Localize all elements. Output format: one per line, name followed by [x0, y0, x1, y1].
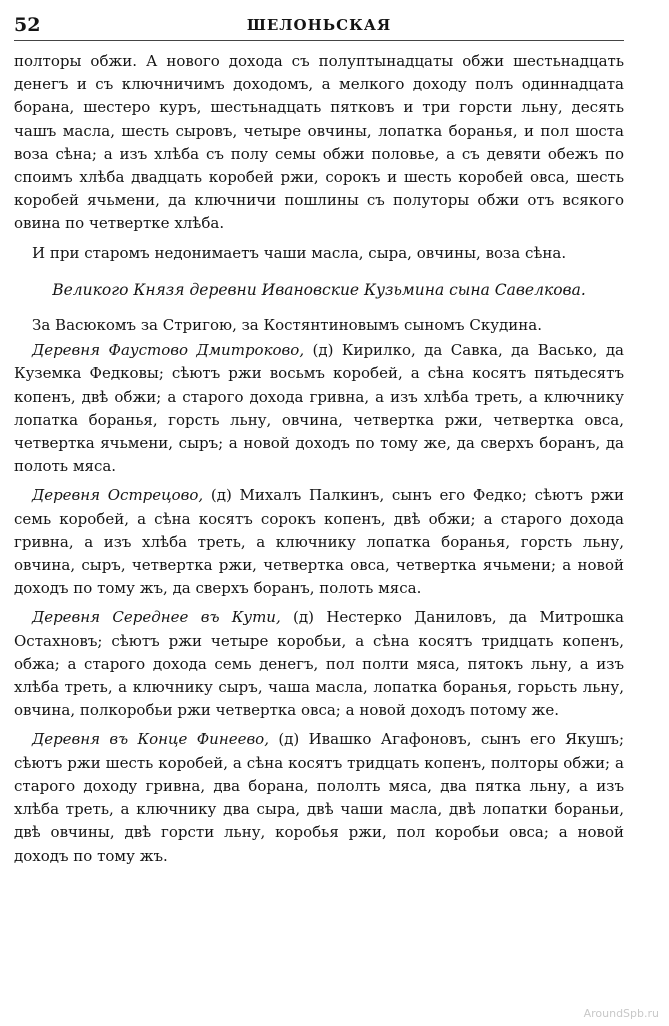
village-name: Деревня Середнее въ Кути,: [32, 608, 281, 627]
village-name: Деревня въ Конце Финеево,: [32, 730, 269, 749]
page-number: 52: [14, 14, 41, 36]
village-text: (д) Михалъ Палкинъ, сынъ его Федко; сѣютъ ржи семь коробей, а сѣна косятъ сорокъ копенъ, двѣ обжи; а старого дохода гривна, а изъ хлѣба треть, а ключнику лопатка боранья, горсть льну, овчина, сыръ, четвертка ржи, четвертка овса, четвертка ячьмени; а новой доходъ по тому жъ, да сверхъ боранъ, полоть мяса.: [14, 486, 624, 598]
village-entry: [14, 728, 624, 867]
intro-arrears-paragraph: И при старомъ недонимаетъ чаши масла, сыра, овчины, воза сѣна.: [32, 243, 567, 262]
section-heading: Великого Князя деревни Ивановские Кузьмина сына Савелкова.: [52, 280, 586, 299]
running-title: ШЕЛОНЬСКАЯ: [246, 16, 392, 34]
running-head: [14, 14, 624, 41]
village-entry: [14, 339, 624, 478]
village-name: Деревня Фаустово Дмитроково,: [32, 341, 305, 360]
intro-paragraph: полторы обжи. А нового дохода съ полуптынадцаты обжи шестьнадцать денегъ и съ ключничимъ доходомъ, а мелкого доходу полъ одиннадцата борана, шестеро куръ, шестьнадцать пятковъ и три горсти льну, десять чашъ масла, шесть сыровъ, четыре овчины, лопатка боранья, и пол шоста воза сѣна; а изъ хлѣба съ полу семы обжи половье, а съ девяти обежъ по споимъ хлѣба двадцать коробей ржи, сорокъ и шесть коробей овса, шесть коробей ячьмени, да ключничи пошлины съ полуторы обжи отъ всякого овина по четвертке хлѣба.: [14, 52, 624, 233]
book-page: [14, 14, 624, 1004]
body-text: [14, 50, 624, 874]
watermark-text: AroundSpb.ru: [583, 1007, 659, 1020]
village-entry: [14, 484, 624, 600]
village-name: Деревня Острецово,: [32, 486, 204, 505]
village-entry: [14, 606, 624, 722]
village-text: (д) Кирилко, да Савка, да Васько, да Куземка Федковы; сѣютъ ржи восьмъ коробей, а сѣна косятъ пятьдесятъ копенъ, двѣ обжи; а старого дохода гривна, а изъ хлѣба треть, а ключнику лопатка боранья, горсть льну, овчина, четвертка ржи, четвертка овса, четвертка ячьмени, сыръ; а новой доходъ по тому же, да сверхъ боранъ, да полоть мяса.: [14, 341, 624, 476]
village-text: (д) Нестерко Даниловъ, да Митрошка Остахновъ; сѣютъ ржи четыре коробьи, а сѣна косятъ тридцать копенъ, обжа; а старого дохода семь денегъ, пол полти мяса, пятокъ льну, а изъ хлѣба треть, а ключнику сыръ, чаша масла, лопатка боранья, горьсть льну, овчина, полкоробьи ржи четвертка овса; а новой доходъ потому же.: [14, 608, 624, 720]
section-subheading: За Васюкомъ за Стригою, за Костянтиновымъ сыномъ Скудина.: [32, 316, 542, 335]
village-text: (д) Ивашко Агафоновъ, сынъ его Якушъ; сѣютъ ржи шесть коробей, а сѣна косятъ тридцать копенъ, полторы обжи; а старого доходу гривна, два борана, пололть мяса, два пятка льну, а изъ хлѣба треть, а ключнику два сыра, двѣ чаши масла, двѣ лопатки бораньи, двѣ овчины, двѣ горсти льну, коробья ржи, пол коробьи овса; а новой доходъ по тому жъ.: [14, 730, 625, 865]
